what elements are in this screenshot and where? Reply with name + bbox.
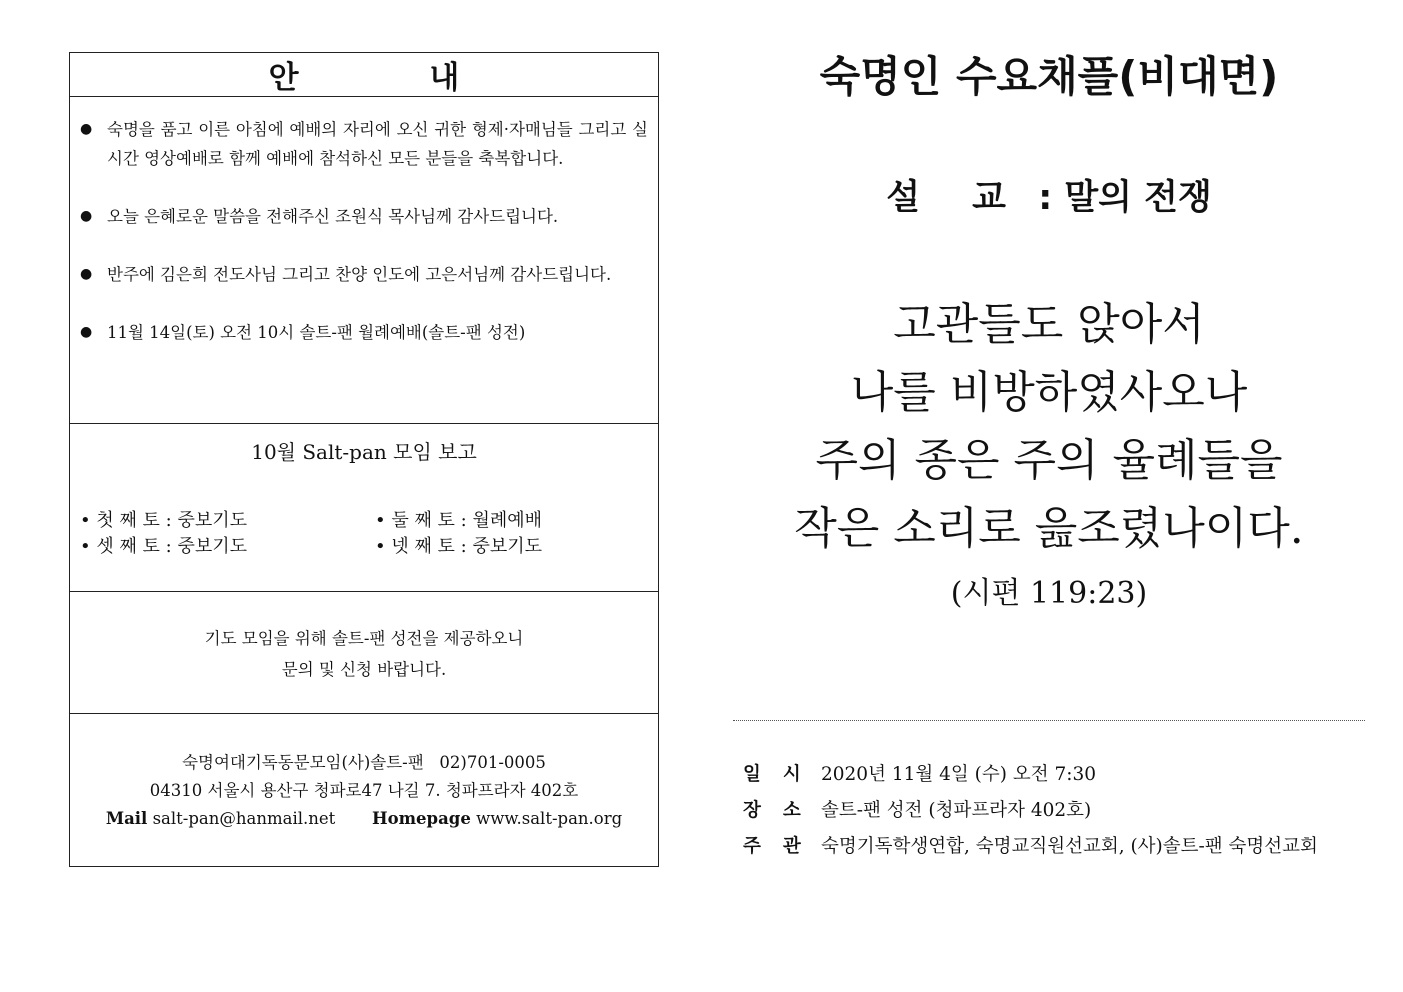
event-info — [743, 757, 1318, 865]
mail-label: Mail — [105, 809, 148, 828]
notice-text: 오늘 은혜로운 말씀을 전해주신 조원식 목사님께 감사드립니다. — [107, 207, 559, 226]
page-title: 숙명인 수요채플(비대면) — [819, 52, 1279, 101]
info-row-host — [743, 829, 1318, 865]
verse-line: 주의 종은 주의 율례들을 — [815, 435, 1283, 486]
place-value: 솔트-팬 성전 (청파프라자 402호) — [821, 800, 1092, 821]
host-value: 숙명기독학생연합, 숙명교직원선교회, (사)솔트-팬 숙명선교회 — [821, 836, 1318, 857]
verse-line: 나를 비방하였사오나 — [850, 367, 1248, 418]
notice-item — [80, 260, 648, 289]
contact-address: 04310 서울시 용산구 청파로47 나길 7. 청파프라자 402호 — [149, 781, 579, 800]
sermon-separator: : — [1038, 178, 1053, 218]
verse-line: 작은 소리로 읊조렸나이다. — [794, 503, 1304, 554]
place-label: 장소 — [743, 800, 823, 821]
info-row-place — [743, 793, 1318, 829]
notice-list — [70, 97, 658, 424]
contact-org: 숙명여대기독동문모임(사)솔트-팬 02)701-0005 — [182, 753, 546, 772]
sermon-title: 말의 전쟁 — [1064, 178, 1212, 218]
date-label: 일시 — [743, 764, 823, 785]
report-title: 10월 Salt-pan 모임 보고 — [251, 440, 477, 464]
homepage-label: Homepage — [372, 809, 471, 828]
verse-line: 고관들도 앉아서 — [893, 299, 1205, 350]
homepage-url[interactable]: www.salt-pan.org — [476, 809, 623, 828]
bullet-icon: ● — [80, 324, 93, 340]
notice-text: 숙명을 품고 이른 아침에 예배의 자리에 오신 귀한 형제·자매님들 그리고 실시간 영상예배로 함께 예배에 참석하신 모든 분들을 축복합니다. — [107, 120, 648, 168]
promo-line: 문의 및 신청 바랍니다. — [281, 660, 447, 679]
monthly-report — [70, 424, 658, 592]
left-panel — [69, 52, 659, 867]
report-entry: • 둘 째 토 : 월례예배 — [375, 510, 543, 531]
host-label: 주관 — [743, 836, 823, 857]
notice-text: 반주에 김은희 전도사님 그리고 찬양 인도에 고은서님께 감사드립니다. — [107, 265, 612, 284]
report-entry: • 셋 째 토 : 중보기도 — [80, 536, 248, 557]
bullet-icon: ● — [80, 121, 93, 137]
sermon-label: 설 교 — [886, 178, 1026, 218]
notice-item — [80, 202, 648, 231]
notice-item — [80, 115, 648, 173]
contact-links — [70, 805, 658, 833]
dotted-divider — [733, 720, 1365, 721]
mail-address[interactable]: salt-pan@hanmail.net — [152, 809, 336, 828]
promo-line: 기도 모임을 위해 솔트-팬 성전을 제공하오니 — [204, 629, 524, 648]
notice-title: 안 내 — [70, 53, 658, 97]
verse-reference: (시편 119:23) — [950, 576, 1148, 611]
notice-item — [80, 318, 648, 347]
sermon-heading — [733, 170, 1365, 220]
report-entry: • 첫 째 토 : 중보기도 — [80, 510, 248, 531]
promo-section — [70, 592, 658, 714]
report-entry: • 넷 째 토 : 중보기도 — [375, 536, 543, 557]
bullet-icon: ● — [80, 266, 93, 282]
contact-section — [70, 714, 658, 868]
info-row-date — [743, 757, 1318, 793]
notice-text: 11월 14일(토) 오전 10시 솔트-팬 월례예배(솔트-팬 성전) — [107, 323, 526, 342]
bullet-icon: ● — [80, 208, 93, 224]
scripture-verse — [733, 291, 1365, 563]
date-value: 2020년 11월 4일 (수) 오전 7:30 — [821, 764, 1097, 785]
